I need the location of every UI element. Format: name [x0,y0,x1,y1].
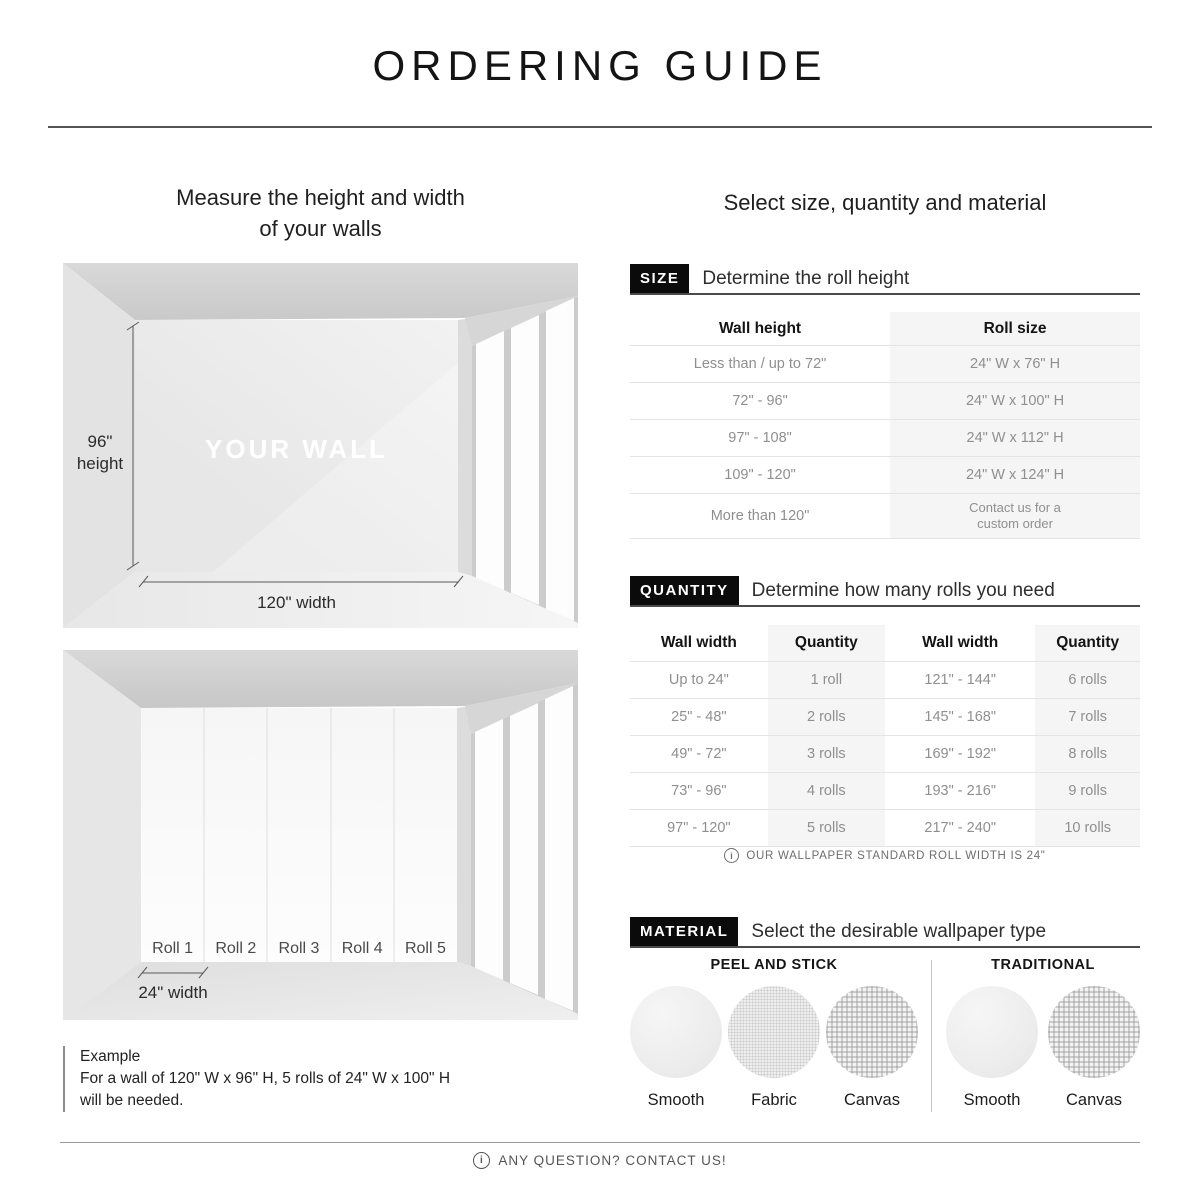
material-options [630,957,1140,1122]
cell-quantity: 9 rolls [1035,773,1140,809]
size-table [630,312,1140,539]
material-section-subtitle: Select the desirable wallpaper type [751,920,1047,942]
example-line2: will be needed. [80,1092,184,1109]
quantity-section-header [630,576,1140,607]
cell-roll-size: Contact us for a custom order [890,494,1140,538]
cell-wall-width: 121" - 144" [924,672,996,688]
cell-quantity: 2 rolls [768,699,885,735]
cell-quantity: 6 rolls [1035,662,1140,698]
quantity-table-header [630,625,1140,662]
corner-pillar [457,706,471,966]
back-wall-rolls [141,708,457,962]
cell-roll-size: 24" W x 112" H [890,420,1140,456]
height-value: 96" [87,432,113,451]
material-option-smooth [946,986,1038,1110]
roll-label: Roll 2 [215,940,257,957]
material-option-label: Canvas [844,1091,900,1109]
quantity-table [630,625,1140,847]
material-group-peel-and-stick [630,957,918,1110]
col-header-roll-size: Roll size [890,312,1140,345]
size-section-header [630,264,1140,295]
roll-width-label: 24" width [138,983,208,1002]
quantity-table-row [630,662,1140,699]
swatch-row [946,986,1140,1110]
roll-width-note [630,848,1140,863]
cell-quantity: 10 rolls [1035,810,1140,846]
window-pane [475,719,503,980]
canvas-texture-swatch [1048,986,1140,1078]
info-icon [724,848,739,863]
info-icon [473,1152,490,1169]
left-heading-line2: of your walls [259,216,382,241]
room-perspective-graphic [63,650,578,1020]
col-header-wall-width: Wall width [660,634,737,651]
smooth-texture-swatch [630,986,722,1078]
quantity-table-row [630,736,1140,773]
title-divider [48,126,1152,128]
wall-label: YOUR WALL [205,434,388,464]
material-group-traditional [946,957,1140,1110]
cell-wall-width: 73" - 96" [671,783,727,799]
cell-wall-height: 72" - 96" [732,393,788,409]
roll-label: Roll 3 [278,940,320,957]
window-pane [511,315,539,605]
cell-wall-height: Less than / up to 72" [693,356,827,372]
footer-text: ANY QUESTION? CONTACT US! [498,1153,727,1168]
col-header-quantity: Quantity [1035,625,1140,661]
roll-label: Roll 5 [404,940,446,957]
size-table-row [630,420,1140,457]
left-heading-line1: Measure the height and width [176,185,465,210]
window-pane [510,703,538,995]
cell-wall-width: 25" - 48" [671,709,727,725]
page-title: ORDERING GUIDE [372,42,828,89]
size-table-header [630,312,1140,346]
material-option-label: Smooth [647,1091,705,1109]
material-option-label: Fabric [751,1091,797,1109]
quantity-section-subtitle: Determine how many rolls you need [751,579,1055,601]
window-pane [476,331,504,590]
group-title: TRADITIONAL [991,957,1095,973]
note-text: OUR WALLPAPER STANDARD ROLL WIDTH IS 24" [746,849,1046,862]
cell-roll-size: 24" W x 100" H [890,383,1140,419]
cell-quantity: 1 roll [768,662,885,698]
room-illustration-rolls [63,650,578,1020]
material-option-canvas [826,986,918,1110]
left-column-heading [63,182,578,244]
size-section-subtitle: Determine the roll height [702,267,910,289]
smooth-texture-swatch [946,986,1038,1078]
swatch-row [630,986,918,1110]
quantity-table-row [630,773,1140,810]
room-illustration-measured-wall [63,263,578,628]
material-option-canvas [1048,986,1140,1110]
cell-wall-width: 49" - 72" [671,746,727,762]
cell-wall-width: Up to 24" [668,672,729,688]
material-section-header [630,917,1140,948]
group-title: PEEL AND STICK [710,957,838,973]
size-table-row [630,494,1140,539]
cell-wall-width: 193" - 216" [924,783,996,799]
material-option-smooth [630,986,722,1110]
cell-wall-height: 109" - 120" [724,467,796,483]
roll-label: Roll 1 [152,940,194,957]
material-option-label: Smooth [963,1091,1021,1109]
footer-note [0,1152,1200,1169]
cell-wall-width: 169" - 192" [924,746,996,762]
roll-labels [141,940,457,958]
example-title: Example [80,1048,141,1065]
material-group-divider [931,960,932,1112]
quantity-section-label: QUANTITY [630,576,739,605]
cell-wall-width: 145" - 168" [924,709,996,725]
roll-label: Roll 4 [341,940,383,957]
size-table-row [630,383,1140,420]
col-header-wall-height: Wall height [719,319,802,337]
cell-wall-width: 217" - 240" [924,820,996,836]
cell-quantity: 4 rolls [768,773,885,809]
size-table-row [630,346,1140,383]
example-line1: For a wall of 120" W x 96" H, 5 rolls of 24" W x 100" H [80,1070,451,1087]
material-section-label: MATERIAL [630,917,738,946]
material-option-label: Canvas [1066,1091,1122,1109]
size-table-row [630,457,1140,494]
example-block [63,1046,550,1112]
cell-roll-size: 24" W x 76" H [890,346,1140,382]
cell-quantity: 7 rolls [1035,699,1140,735]
col-header-wall-width: Wall width [922,634,999,651]
corner-pillar [458,318,472,576]
quantity-table-row [630,699,1140,736]
left-wall [63,650,141,1020]
height-dimension-label [67,431,133,475]
cell-quantity: 5 rolls [768,810,885,846]
fabric-texture-swatch [728,986,820,1078]
quantity-table-row [630,810,1140,847]
cell-wall-height: More than 120" [710,508,810,524]
right-column-heading: Select size, quantity and material [723,190,1047,215]
size-section-label: SIZE [630,264,689,293]
footer-divider [60,1142,1140,1143]
cell-wall-height: 97" - 108" [728,430,792,446]
material-option-fabric [728,986,820,1110]
cell-quantity: 3 rolls [768,736,885,772]
col-header-quantity: Quantity [768,625,885,661]
window-pane [545,686,573,1011]
cell-wall-width: 97" - 120" [667,820,731,836]
height-word: height [76,454,124,473]
width-dimension-label: 120" width [257,593,336,612]
cell-quantity: 8 rolls [1035,736,1140,772]
canvas-texture-swatch [826,986,918,1078]
cell-roll-size: 24" W x 124" H [890,457,1140,493]
window-pane [546,298,574,621]
